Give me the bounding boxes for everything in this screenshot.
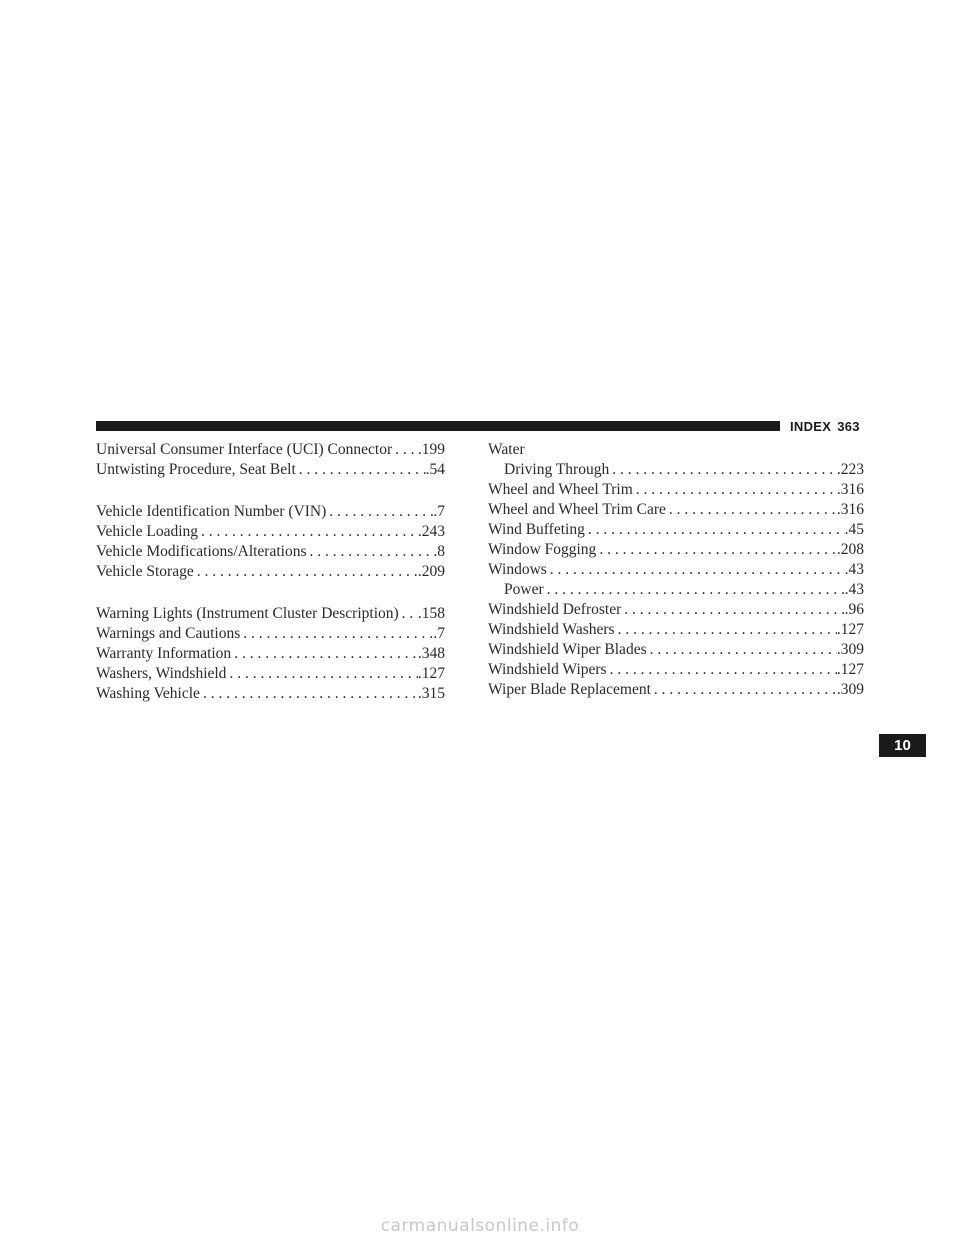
- index-page-ref: .348: [417, 645, 445, 662]
- index-entry: [96, 562, 445, 582]
- group-spacer: [96, 480, 445, 502]
- index-page-ref: .209: [417, 563, 445, 580]
- index-term: Warnings and Cautions: [96, 625, 241, 642]
- index-entry: [488, 620, 864, 640]
- index-page-ref: .45: [844, 521, 864, 538]
- chapter-tab: 10: [879, 734, 926, 757]
- index-term: Windshield Defroster: [488, 601, 622, 618]
- index-entry: [96, 542, 445, 562]
- index-term: Windshield Wipers: [488, 661, 607, 678]
- index-page-ref: .43: [844, 581, 864, 598]
- index-page-ref: .96: [844, 601, 864, 618]
- dot-leader: [666, 500, 837, 520]
- section-title: INDEX: [790, 419, 832, 434]
- index-entry: [96, 440, 445, 460]
- index-column-left: [96, 440, 445, 704]
- index-entry: [488, 560, 864, 580]
- index-entry: [96, 460, 445, 480]
- dot-leader: [226, 664, 417, 684]
- index-group-w-cont: [488, 460, 864, 700]
- dot-leader: [296, 460, 426, 480]
- index-term: Vehicle Loading: [96, 523, 199, 540]
- index-entry: [488, 540, 864, 560]
- index-term: Windshield Washers: [488, 621, 615, 638]
- dot-leader: [544, 580, 845, 600]
- index-page-ref: .199: [417, 441, 445, 458]
- index-term: Window Fogging: [488, 541, 597, 558]
- dot-leader: [647, 640, 837, 660]
- index-entry: [488, 520, 864, 540]
- index-term: Windows: [488, 561, 547, 578]
- dot-leader: [392, 440, 418, 460]
- index-entry: [96, 684, 445, 704]
- index-entry: [96, 502, 445, 522]
- index-page-ref: .158: [417, 605, 445, 622]
- dot-leader: [547, 560, 845, 580]
- dot-leader: [607, 660, 837, 680]
- index-group-u: [96, 440, 445, 480]
- page-number: 363: [837, 419, 860, 434]
- index-term: Warranty Information: [96, 645, 232, 662]
- index-entry: [96, 664, 445, 684]
- running-header: [790, 419, 860, 434]
- dot-leader: [307, 542, 434, 562]
- dot-leader: [240, 624, 433, 644]
- index-entry: [488, 480, 864, 500]
- watermark: carmanualsonline.info: [380, 1216, 580, 1236]
- index-page-ref: .7: [433, 503, 445, 520]
- index-entry: [488, 500, 864, 520]
- index-entry: [96, 624, 445, 644]
- index-term: Driving Through: [504, 461, 610, 478]
- dot-leader: [633, 480, 837, 500]
- index-page-ref: .54: [425, 461, 445, 478]
- index-entry: [488, 660, 864, 680]
- group-spacer: [96, 582, 445, 604]
- index-page-ref: .127: [417, 665, 445, 682]
- index-term: Warning Lights (Instrument Cluster Description): [96, 605, 399, 622]
- dot-leader: [609, 460, 837, 480]
- index-group-w: [96, 604, 445, 704]
- index-entry: [96, 522, 445, 542]
- dot-leader: [231, 644, 418, 664]
- index-page-ref: .243: [417, 523, 445, 540]
- dot-leader: [326, 502, 433, 522]
- dot-leader: [615, 620, 837, 640]
- dot-leader: [200, 684, 418, 704]
- index-page-ref: .315: [417, 685, 445, 702]
- index-entry: [488, 600, 864, 620]
- index-page-ref: .208: [836, 541, 864, 558]
- dot-leader: [651, 680, 837, 700]
- index-term: Wiper Blade Replacement: [488, 681, 651, 698]
- index-term: Power: [504, 581, 544, 598]
- index-term: Untwisting Procedure, Seat Belt: [96, 461, 296, 478]
- index-column-right: [488, 440, 864, 700]
- index-term: Windshield Wiper Blades: [488, 641, 647, 658]
- index-page-ref: .127: [836, 621, 864, 638]
- index-page-ref: .223: [836, 461, 864, 478]
- index-term: Vehicle Storage: [96, 563, 194, 580]
- header-rule: [96, 421, 780, 431]
- dot-leader: [399, 604, 418, 624]
- dot-leader: [585, 520, 845, 540]
- index-entry: [488, 640, 864, 660]
- index-term: Wheel and Wheel Trim Care: [488, 501, 666, 518]
- index-term: Vehicle Identification Number (VIN): [96, 503, 327, 520]
- index-term: Vehicle Modifications/Alterations: [96, 543, 307, 560]
- index-entry: [96, 604, 445, 624]
- index-term: Universal Consumer Interface (UCI) Connector: [96, 441, 393, 458]
- dot-leader: [596, 540, 837, 560]
- index-page-ref: .7: [433, 625, 445, 642]
- dot-leader: [621, 600, 844, 620]
- index-heading-water: Water: [488, 441, 525, 458]
- index-term: Wind Buffeting: [488, 521, 585, 538]
- index-entry: [488, 580, 864, 600]
- index-page-ref: .316: [836, 501, 864, 518]
- index-page-ref: .316: [836, 481, 864, 498]
- index-page-ref: .309: [836, 641, 864, 658]
- index-entry: [96, 644, 445, 664]
- index-group-v: [96, 502, 445, 582]
- index-page-ref: .309: [836, 681, 864, 698]
- index-entry: [488, 460, 864, 480]
- index-entry: [488, 680, 864, 700]
- index-page-ref: .127: [836, 661, 864, 678]
- index-page-ref: .8: [433, 543, 445, 560]
- index-term: Washers, Windshield: [96, 665, 227, 682]
- dot-leader: [198, 522, 418, 542]
- index-term: Wheel and Wheel Trim: [488, 481, 633, 498]
- dot-leader: [194, 562, 418, 582]
- index-term: Washing Vehicle: [96, 685, 200, 702]
- index-page-ref: .43: [844, 561, 864, 578]
